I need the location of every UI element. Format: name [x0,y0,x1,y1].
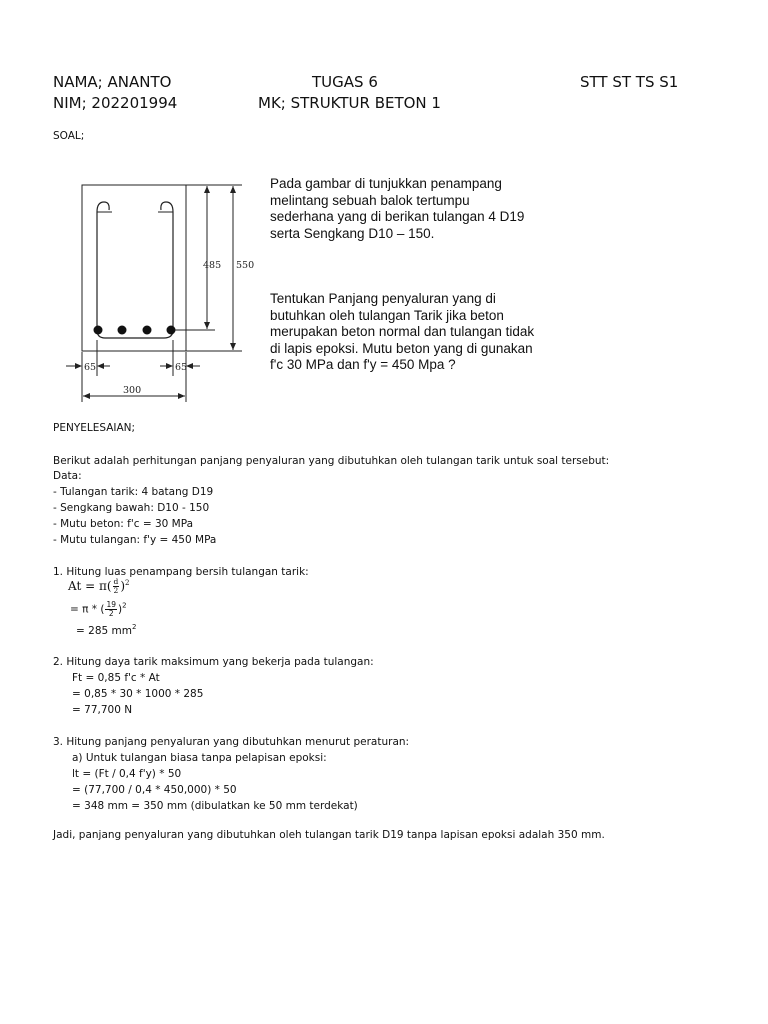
step3-title: 3. Hitung panjang penyaluran yang dibutuhkan menurut peraturan: [53,736,410,748]
rebar-3 [143,326,152,335]
data-item: - Mutu beton: f'c = 30 MPa [53,518,194,530]
solution-intro: Berikut adalah perhitungan panjang penyaluran yang dibutuhkan oleh tulangan tarik untuk soal tersebut: [53,455,610,467]
question-paragraph-1: Pada gambar di tunjukkan penampang melintang sebuah balok tertumpu sederhana yang di berikan tulangan 4 D19 serta Sengkang D10 – 150. [270,176,525,241]
student-name: NAMA; ANANTO [53,73,172,91]
data-item: - Mutu tulangan: f'y = 450 MPa [53,534,217,546]
soal-label: SOAL; [53,130,85,142]
step1-title: 1. Hitung luas penampang bersih tulangan tarik: [53,566,309,578]
assignment-title: TUGAS 6 [312,73,378,91]
school-name: STT ST TS S1 [580,73,679,91]
step3-line: = (77,700 / 0,4 * 450,000) * 50 [72,784,237,796]
area-formula: At = π( $\frac{d}{2}$ )$^2$ [68,577,130,595]
step3-line: = 348 mm = 350 mm (dibulatkan ke 50 mm terdekat) [72,800,358,812]
step2-line: = 0,85 * 30 * 1000 * 285 [72,688,204,700]
data-label: Data: [53,470,82,482]
course-name: MK; STRUKTUR BETON 1 [258,94,441,112]
data-item: - Sengkang bawah: D10 - 150 [53,502,210,514]
rebar-2 [118,326,127,335]
step3-line: lt = (Ft / 0,4 f'y) * 50 [72,768,182,780]
area-result: = 285 $mm^2$ [76,623,137,637]
dim-485-label: 485 [203,260,222,271]
student-nim: NIM; 202201994 [53,94,178,112]
step2-line: Ft = 0,85 f'c * At [72,672,160,684]
solution-label: PENYELESAIAN; [53,422,136,434]
stirrup [97,202,173,338]
dim-65-left-label: 65 [84,362,97,373]
rebar-1 [94,326,103,335]
step3-line: a) Untuk tulangan biasa tanpa pelapisan epoksi: [72,752,327,764]
step2-title: 2. Hitung daya tarik maksimum yang bekerja pada tulangan: [53,656,374,668]
step2-line: = 77,700 N [72,704,133,716]
data-item: - Tulangan tarik: 4 batang D19 [53,486,214,498]
dim-65-right-label: 65 [175,362,188,373]
dim-550-label: 550 [236,260,255,271]
question-paragraph-2: Tentukan Panjang penyaluran yang di butuhkan oleh tulangan Tarik jika beton merupakan beton normal dan tulangan tidak di lapis epoksi. Mutu beton yang di gunakan f'c 30 MPa dan f'y = 450 Mpa ? [270,291,535,372]
conclusion: Jadi, panjang penyaluran yang dibutuhkan oleh tulangan tarik D19 tanpa lapisan epoksi adalah 350 mm. [53,829,605,841]
rebar-4 [167,326,176,335]
area-substitution: = π * ( $\frac{19}{2}$ )$^2$ [70,600,127,618]
dim-300-label: 300 [123,385,142,396]
